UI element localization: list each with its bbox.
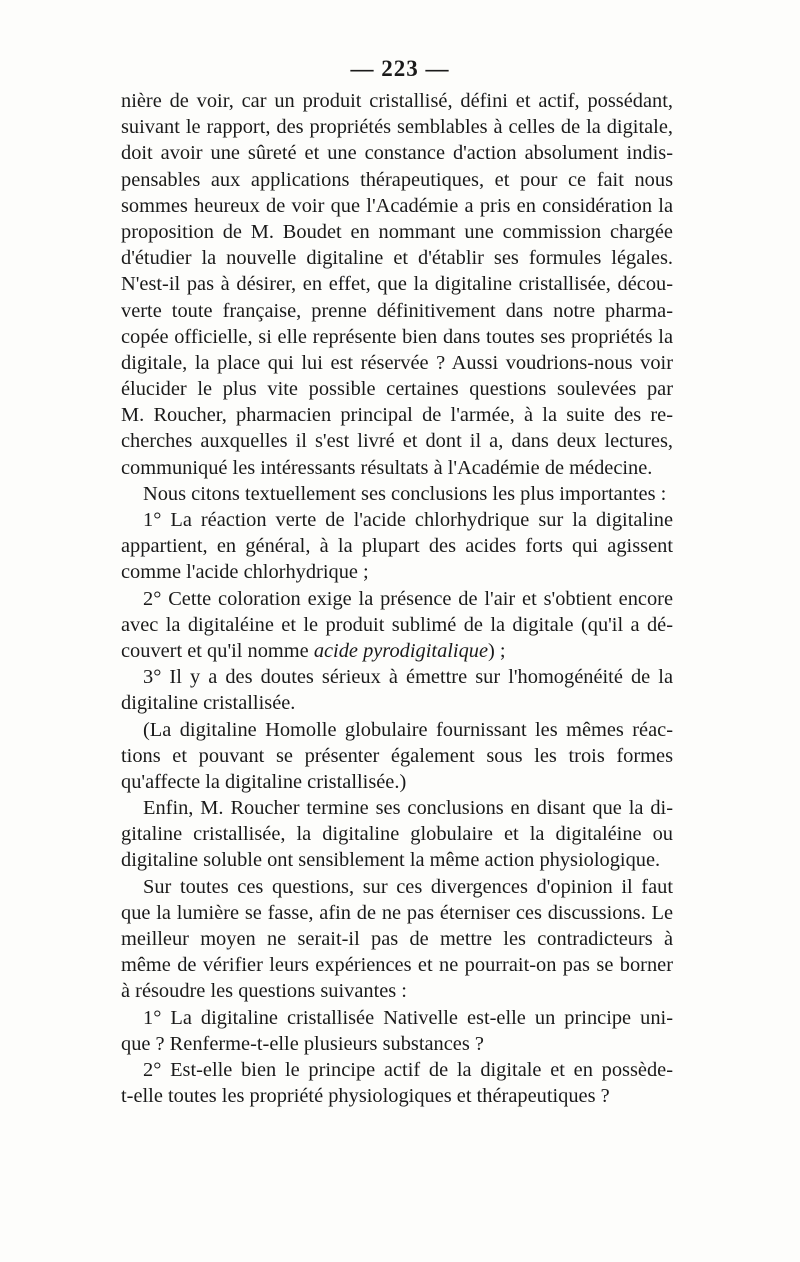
text-line (121, 114, 673, 140)
text-line-content: suivant le rapport, des propriétés semblables à celles de la digitale, (121, 116, 673, 139)
text-line-content: verte toute française, prenne définitivement dans notre pharma- (121, 299, 673, 322)
text-line-content: que ? Renferme-t-elle plusieurs substances ? (121, 1032, 484, 1055)
text-line-content: proposition de M. Boudet en nommant une commission chargée (121, 220, 673, 243)
text-line (121, 1057, 673, 1083)
text-line (121, 428, 673, 454)
text-line (121, 402, 673, 428)
text-line (121, 533, 673, 559)
text-line-content: digitaline soluble ont sensiblement la même action physiologique. (121, 849, 661, 872)
text-line (121, 376, 673, 402)
text-line-suffix: ) ; (488, 639, 506, 662)
text-line-content: qu'affecte la digitaline cristallisée.) (121, 770, 407, 793)
text-line (121, 455, 673, 481)
text-line (121, 795, 673, 821)
text-line-content: Sur toutes ces questions, sur ces divergences d'opinion il faut (143, 875, 673, 898)
text-line (121, 88, 673, 114)
text-line-content: 1° La réaction verte de l'acide chlorhydrique sur la digitaline (143, 509, 673, 531)
text-line (121, 271, 673, 297)
text-line (121, 245, 673, 271)
text-line (121, 219, 673, 245)
text-line-content: 1° La digitaline cristallisée Nativelle est-elle un principe uni- (143, 1006, 673, 1029)
text-line-content: sommes heureux de voir que l'Académie a pris en considération la (121, 194, 673, 217)
text-line-content: à résoudre les questions suivantes : (121, 980, 407, 1003)
text-line (121, 140, 673, 166)
text-line (121, 324, 673, 350)
text-line-content: cherches auxquelles il s'est livré et dont il a, dans deux lectures, (121, 430, 673, 453)
text-line (121, 769, 673, 795)
text-line (121, 638, 673, 664)
text-line (121, 167, 673, 193)
text-line-content: communiqué les intéressants résultats à l'Académie de médecine. (121, 456, 653, 479)
text-line (121, 559, 673, 585)
text-line-content: gitaline cristallisée, la digitaline globulaire et la digitaléine ou (121, 823, 673, 846)
text-line-content: copée officielle, si elle représente bien dans toutes ses propriétés la (121, 325, 673, 348)
text-line (121, 978, 673, 1004)
text-line (121, 507, 673, 533)
text-line (121, 847, 673, 873)
text-line-content: digitaline cristallisée. (121, 692, 296, 715)
text-line-content: digitale, la place qui lui est réservée ? Aussi voudrions-nous voir (121, 351, 673, 374)
text-line-content: Enfin, M. Roucher termine ses conclusions en disant que la di- (143, 797, 673, 820)
text-line (121, 717, 673, 743)
text-line (121, 1005, 673, 1031)
text-line (121, 193, 673, 219)
text-line-content: que la lumière se fasse, afin de ne pas éterniser ces discussions. Le (121, 901, 673, 924)
text-line (121, 743, 673, 769)
text-line-content: (La digitaline Homolle globulaire fournissant les mêmes réac- (143, 718, 673, 741)
text-line-content: pensables aux applications thérapeutiques, et pour ce fait nous (121, 168, 673, 191)
page-number: — 223 — (350, 56, 450, 81)
text-line-content: meilleur moyen ne serait-il pas de mettre les contradicteurs à (121, 928, 673, 950)
text-line-content: appartient, en général, à la plupart des acides forts qui agissent (121, 535, 673, 558)
text-line (121, 952, 673, 978)
text-line-content: 2° Cette coloration exige la présence de l'air et s'obtient encore (143, 587, 673, 610)
text-line-content: Nous citons textuellement ses conclusions les plus importantes : (143, 482, 667, 505)
text-line (121, 481, 673, 507)
text-line (121, 874, 673, 900)
text-line-content: comme l'acide chlorhydrique ; (121, 561, 369, 584)
italic-term: acide pyrodigitalique (313, 639, 489, 662)
text-line-content: N'est-il pas à désirer, en effet, que la digitaline cristallisée, décou- (121, 273, 673, 296)
text-line (121, 900, 673, 926)
text-line-content: 3° Il y a des doutes sérieux à émettre sur l'homogénéité de la (143, 666, 673, 689)
text-line-content: avec la digitaléine et le produit sublimé de la digitale (qu'il a dé- (121, 613, 673, 636)
text-line (121, 586, 673, 612)
text-line (121, 1031, 673, 1057)
text-line (121, 690, 673, 716)
text-line-content: nière de voir, car un produit cristallisé, défini et actif, possédant, (121, 90, 673, 112)
text-line-content: tions et pouvant se présenter également sous les trois formes (121, 744, 673, 767)
text-line-content: M. Roucher, pharmacien principal de l'armée, à la suite des re- (121, 404, 673, 427)
body-text (121, 88, 673, 1109)
text-line (121, 926, 673, 952)
text-line-content: d'étudier la nouvelle digitaline et d'établir ses formules légales. (121, 247, 673, 270)
text-line (121, 664, 673, 690)
text-line-content: même de vérifier leurs expériences et ne pourrait-on pas se borner (121, 954, 673, 977)
text-line-content: 2° Est-elle bien le principe actif de la digitale et en possède- (143, 1058, 673, 1081)
text-line-content: t-elle toutes les propriété physiologiques et thérapeutiques ? (121, 1085, 610, 1108)
text-line (121, 350, 673, 376)
text-line (121, 1083, 673, 1109)
text-line (121, 821, 673, 847)
text-line-content: doit avoir une sûreté et une constance d'action absolument indis- (121, 142, 673, 165)
text-line (121, 612, 673, 638)
text-line (121, 298, 673, 324)
text-line-content: couvert et qu'il nomme (121, 639, 314, 662)
text-line-content: élucider le plus vite possible certaines questions soulevées par (121, 378, 673, 401)
